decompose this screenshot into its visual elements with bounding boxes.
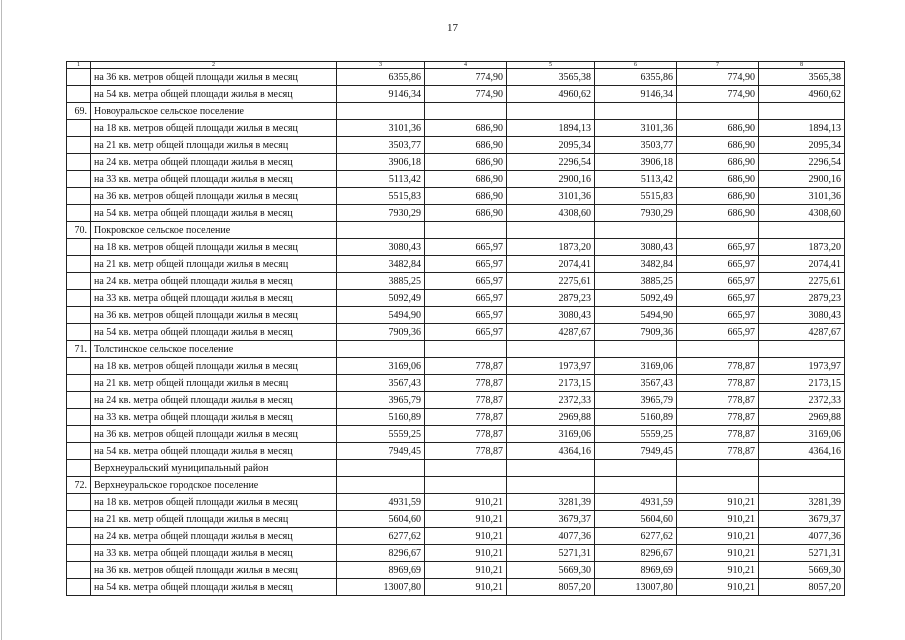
row-number [67, 188, 91, 205]
value-cell: 1873,20 [507, 239, 595, 256]
row-label: на 54 кв. метра общей площади жилья в месяц [91, 579, 337, 596]
row-label: на 36 кв. метров общей площади жилья в месяц [91, 307, 337, 324]
value-cell: 13007,80 [595, 579, 677, 596]
table-row [67, 171, 845, 188]
value-cell [507, 477, 595, 494]
column-number-row [67, 62, 845, 69]
value-cell: 3503,77 [595, 137, 677, 154]
value-cell: 910,21 [425, 545, 507, 562]
value-cell: 5515,83 [595, 188, 677, 205]
row-number [67, 171, 91, 188]
value-cell: 5160,89 [595, 409, 677, 426]
value-cell: 5113,42 [337, 171, 425, 188]
value-cell: 910,21 [677, 562, 759, 579]
value-cell: 3169,06 [337, 358, 425, 375]
value-cell: 910,21 [425, 528, 507, 545]
row-label: на 21 кв. метр общей площади жилья в месяц [91, 256, 337, 273]
column-number: 8 [759, 62, 845, 69]
table-row [67, 256, 845, 273]
column-number: 2 [91, 62, 337, 69]
table-row [67, 103, 845, 120]
row-number [67, 562, 91, 579]
value-cell: 5494,90 [337, 307, 425, 324]
value-cell: 2879,23 [507, 290, 595, 307]
value-cell: 2095,34 [507, 137, 595, 154]
value-cell [595, 460, 677, 477]
value-cell: 665,97 [677, 324, 759, 341]
row-label: на 33 кв. метра общей площади жилья в месяц [91, 171, 337, 188]
table-row [67, 477, 845, 494]
value-cell [595, 341, 677, 358]
value-cell: 774,90 [677, 69, 759, 86]
value-cell: 910,21 [425, 494, 507, 511]
value-cell: 6355,86 [337, 69, 425, 86]
value-cell: 774,90 [677, 86, 759, 103]
value-cell: 3885,25 [337, 273, 425, 290]
value-cell: 7909,36 [595, 324, 677, 341]
value-cell: 910,21 [677, 579, 759, 596]
row-number: 69. [67, 103, 91, 120]
value-cell: 6277,62 [595, 528, 677, 545]
value-cell: 13007,80 [337, 579, 425, 596]
value-cell: 778,87 [677, 375, 759, 392]
value-cell: 778,87 [425, 392, 507, 409]
value-cell [677, 477, 759, 494]
value-cell: 4287,67 [759, 324, 845, 341]
value-cell: 665,97 [677, 256, 759, 273]
value-cell: 3080,43 [595, 239, 677, 256]
value-cell: 910,21 [677, 494, 759, 511]
column-number: 1 [67, 62, 91, 69]
row-number: 70. [67, 222, 91, 239]
value-cell: 5559,25 [595, 426, 677, 443]
value-cell [677, 341, 759, 358]
value-cell: 778,87 [677, 443, 759, 460]
value-cell: 910,21 [425, 562, 507, 579]
value-cell: 5092,49 [595, 290, 677, 307]
value-cell: 8969,69 [337, 562, 425, 579]
value-cell: 3101,36 [507, 188, 595, 205]
value-cell: 5515,83 [337, 188, 425, 205]
column-number: 3 [337, 62, 425, 69]
table-row [67, 528, 845, 545]
value-cell: 3169,06 [595, 358, 677, 375]
value-cell: 778,87 [677, 392, 759, 409]
row-number [67, 290, 91, 307]
value-cell: 8296,67 [595, 545, 677, 562]
value-cell: 3169,06 [507, 426, 595, 443]
value-cell: 4960,62 [759, 86, 845, 103]
value-cell: 5271,31 [759, 545, 845, 562]
table-row [67, 579, 845, 596]
row-number: 72. [67, 477, 91, 494]
value-cell: 8057,20 [759, 579, 845, 596]
value-cell: 2969,88 [507, 409, 595, 426]
value-cell: 686,90 [425, 154, 507, 171]
value-cell: 3101,36 [759, 188, 845, 205]
value-cell: 5559,25 [337, 426, 425, 443]
row-number [67, 392, 91, 409]
value-cell: 3080,43 [337, 239, 425, 256]
value-cell: 3080,43 [759, 307, 845, 324]
row-number [67, 137, 91, 154]
value-cell: 4077,36 [759, 528, 845, 545]
table-row [67, 341, 845, 358]
value-cell: 1894,13 [759, 120, 845, 137]
value-cell [677, 460, 759, 477]
row-label: на 24 кв. метра общей площади жилья в месяц [91, 392, 337, 409]
value-cell: 4287,67 [507, 324, 595, 341]
row-number [67, 154, 91, 171]
row-number [67, 426, 91, 443]
value-cell: 1973,97 [507, 358, 595, 375]
value-cell: 7909,36 [337, 324, 425, 341]
value-cell: 5160,89 [337, 409, 425, 426]
row-number [67, 273, 91, 290]
row-number [67, 69, 91, 86]
value-cell: 778,87 [425, 409, 507, 426]
value-cell: 686,90 [425, 188, 507, 205]
row-number [67, 494, 91, 511]
value-cell [337, 341, 425, 358]
value-cell: 778,87 [425, 426, 507, 443]
row-number [67, 358, 91, 375]
value-cell: 4931,59 [595, 494, 677, 511]
value-cell: 9146,34 [595, 86, 677, 103]
value-cell: 686,90 [677, 120, 759, 137]
row-number [67, 256, 91, 273]
value-cell: 910,21 [425, 579, 507, 596]
value-cell [425, 222, 507, 239]
row-label: на 21 кв. метр общей площади жилья в месяц [91, 511, 337, 528]
row-label: Покровское сельское поселение [91, 222, 337, 239]
value-cell: 778,87 [677, 409, 759, 426]
value-cell: 3101,36 [337, 120, 425, 137]
value-cell: 5669,30 [759, 562, 845, 579]
value-cell: 1973,97 [759, 358, 845, 375]
value-cell: 2095,34 [759, 137, 845, 154]
value-cell [677, 222, 759, 239]
value-cell: 4931,59 [337, 494, 425, 511]
table-row [67, 375, 845, 392]
row-number [67, 86, 91, 103]
table-body [67, 62, 845, 596]
value-cell [425, 477, 507, 494]
table-row [67, 239, 845, 256]
value-cell: 4308,60 [507, 205, 595, 222]
value-cell [425, 341, 507, 358]
table-row [67, 443, 845, 460]
table-row [67, 562, 845, 579]
value-cell: 7930,29 [337, 205, 425, 222]
row-label: на 18 кв. метров общей площади жилья в месяц [91, 494, 337, 511]
value-cell: 6277,62 [337, 528, 425, 545]
row-number [67, 511, 91, 528]
row-label: на 33 кв. метра общей площади жилья в месяц [91, 545, 337, 562]
value-cell: 686,90 [425, 120, 507, 137]
value-cell: 4077,36 [507, 528, 595, 545]
row-number [67, 528, 91, 545]
value-cell: 2969,88 [759, 409, 845, 426]
value-cell [337, 460, 425, 477]
value-cell [337, 222, 425, 239]
value-cell: 3565,38 [507, 69, 595, 86]
row-number: 71. [67, 341, 91, 358]
value-cell: 5604,60 [337, 511, 425, 528]
value-cell: 910,21 [677, 511, 759, 528]
value-cell: 5092,49 [337, 290, 425, 307]
table-row [67, 222, 845, 239]
value-cell [425, 103, 507, 120]
row-label: на 36 кв. метров общей площади жилья в месяц [91, 426, 337, 443]
value-cell: 2879,23 [759, 290, 845, 307]
row-label: на 24 кв. метра общей площади жилья в месяц [91, 273, 337, 290]
row-label: на 24 кв. метра общей площади жилья в месяц [91, 528, 337, 545]
row-label: на 36 кв. метров общей площади жилья в месяц [91, 188, 337, 205]
value-cell: 8969,69 [595, 562, 677, 579]
value-cell: 3281,39 [759, 494, 845, 511]
value-cell: 3482,84 [337, 256, 425, 273]
value-cell: 778,87 [677, 358, 759, 375]
value-cell [507, 103, 595, 120]
value-cell: 3906,18 [337, 154, 425, 171]
table-row [67, 69, 845, 86]
value-cell [507, 460, 595, 477]
value-cell: 2296,54 [759, 154, 845, 171]
value-cell: 2074,41 [759, 256, 845, 273]
value-cell: 686,90 [677, 171, 759, 188]
value-cell [759, 103, 845, 120]
value-cell: 665,97 [677, 307, 759, 324]
value-cell: 910,21 [425, 511, 507, 528]
value-cell: 5604,60 [595, 511, 677, 528]
value-cell: 665,97 [425, 256, 507, 273]
row-label: Верхнеуральский муниципальный район [91, 460, 337, 477]
value-cell: 686,90 [425, 205, 507, 222]
row-label: Новоуральское сельское поселение [91, 103, 337, 120]
value-cell: 3567,43 [337, 375, 425, 392]
page-number: 17 [447, 22, 458, 34]
value-cell: 3080,43 [507, 307, 595, 324]
value-cell: 3965,79 [595, 392, 677, 409]
value-cell: 3169,06 [759, 426, 845, 443]
value-cell [337, 103, 425, 120]
table-row [67, 511, 845, 528]
value-cell: 774,90 [425, 69, 507, 86]
value-cell: 8296,67 [337, 545, 425, 562]
row-label: на 36 кв. метров общей площади жилья в месяц [91, 69, 337, 86]
row-label: на 54 кв. метра общей площади жилья в месяц [91, 443, 337, 460]
value-cell: 665,97 [677, 290, 759, 307]
row-label: на 21 кв. метр общей площади жилья в месяц [91, 137, 337, 154]
table-row [67, 494, 845, 511]
value-cell: 2173,15 [507, 375, 595, 392]
table-row [67, 307, 845, 324]
value-cell [677, 103, 759, 120]
value-cell: 2296,54 [507, 154, 595, 171]
value-cell: 3965,79 [337, 392, 425, 409]
value-cell: 7949,45 [337, 443, 425, 460]
value-cell: 778,87 [425, 358, 507, 375]
value-cell: 665,97 [425, 290, 507, 307]
table-row [67, 545, 845, 562]
value-cell: 3565,38 [759, 69, 845, 86]
row-number [67, 324, 91, 341]
row-number [67, 307, 91, 324]
row-label: на 18 кв. метров общей площади жилья в месяц [91, 358, 337, 375]
value-cell: 4308,60 [759, 205, 845, 222]
value-cell: 3567,43 [595, 375, 677, 392]
value-cell [759, 341, 845, 358]
value-cell: 3679,37 [759, 511, 845, 528]
value-cell: 778,87 [677, 426, 759, 443]
row-number [67, 375, 91, 392]
value-cell: 4960,62 [507, 86, 595, 103]
value-cell: 2900,16 [759, 171, 845, 188]
value-cell [759, 477, 845, 494]
value-cell: 5271,31 [507, 545, 595, 562]
table-row [67, 290, 845, 307]
value-cell: 2372,33 [507, 392, 595, 409]
value-cell: 665,97 [425, 273, 507, 290]
value-cell: 774,90 [425, 86, 507, 103]
value-cell: 8057,20 [507, 579, 595, 596]
table-row [67, 358, 845, 375]
value-cell: 3679,37 [507, 511, 595, 528]
table-row [67, 205, 845, 222]
row-number [67, 460, 91, 477]
value-cell: 3101,36 [595, 120, 677, 137]
value-cell: 686,90 [677, 154, 759, 171]
value-cell: 5494,90 [595, 307, 677, 324]
value-cell: 3906,18 [595, 154, 677, 171]
page-left-edge [1, 0, 2, 640]
value-cell: 3503,77 [337, 137, 425, 154]
row-number [67, 120, 91, 137]
row-label: на 54 кв. метра общей площади жилья в месяц [91, 324, 337, 341]
value-cell: 2900,16 [507, 171, 595, 188]
value-cell: 7930,29 [595, 205, 677, 222]
value-cell: 686,90 [425, 137, 507, 154]
value-cell: 9146,34 [337, 86, 425, 103]
row-label: на 18 кв. метров общей площади жилья в месяц [91, 120, 337, 137]
row-number [67, 239, 91, 256]
value-cell: 2275,61 [507, 273, 595, 290]
row-label: на 21 кв. метр общей площади жилья в месяц [91, 375, 337, 392]
row-label: на 33 кв. метра общей площади жилья в месяц [91, 290, 337, 307]
table-row [67, 460, 845, 477]
value-cell: 4364,16 [759, 443, 845, 460]
value-cell: 778,87 [425, 443, 507, 460]
value-cell: 2275,61 [759, 273, 845, 290]
value-cell: 665,97 [425, 239, 507, 256]
row-label: на 18 кв. метров общей площади жилья в месяц [91, 239, 337, 256]
table-row [67, 409, 845, 426]
value-cell: 686,90 [425, 171, 507, 188]
value-cell: 7949,45 [595, 443, 677, 460]
value-cell [425, 460, 507, 477]
table-row [67, 324, 845, 341]
row-number [67, 443, 91, 460]
value-cell [337, 477, 425, 494]
value-cell: 910,21 [677, 545, 759, 562]
table-row [67, 120, 845, 137]
row-label: на 24 кв. метра общей площади жилья в месяц [91, 154, 337, 171]
table-row [67, 137, 845, 154]
value-cell: 1873,20 [759, 239, 845, 256]
value-cell: 686,90 [677, 188, 759, 205]
value-cell [595, 477, 677, 494]
value-cell: 686,90 [677, 137, 759, 154]
value-cell [507, 222, 595, 239]
column-number: 4 [425, 62, 507, 69]
row-number [67, 205, 91, 222]
value-cell: 2074,41 [507, 256, 595, 273]
value-cell: 5669,30 [507, 562, 595, 579]
value-cell: 910,21 [677, 528, 759, 545]
value-cell: 3281,39 [507, 494, 595, 511]
value-cell: 3482,84 [595, 256, 677, 273]
tariff-table [66, 61, 845, 596]
row-label: на 54 кв. метра общей площади жилья в месяц [91, 86, 337, 103]
row-label: на 36 кв. метров общей площади жилья в месяц [91, 562, 337, 579]
value-cell [507, 341, 595, 358]
row-number [67, 579, 91, 596]
row-label: Верхнеуральское городское поселение [91, 477, 337, 494]
table-row [67, 426, 845, 443]
value-cell: 2173,15 [759, 375, 845, 392]
row-label: на 33 кв. метра общей площади жилья в месяц [91, 409, 337, 426]
row-number [67, 409, 91, 426]
value-cell: 665,97 [425, 324, 507, 341]
value-cell [759, 222, 845, 239]
table-row [67, 273, 845, 290]
row-label: Толстинское сельское поселение [91, 341, 337, 358]
value-cell: 778,87 [425, 375, 507, 392]
table-row [67, 392, 845, 409]
column-number: 6 [595, 62, 677, 69]
value-cell: 1894,13 [507, 120, 595, 137]
value-cell: 2372,33 [759, 392, 845, 409]
value-cell: 3885,25 [595, 273, 677, 290]
value-cell: 665,97 [677, 273, 759, 290]
value-cell [595, 103, 677, 120]
value-cell [759, 460, 845, 477]
row-number [67, 545, 91, 562]
value-cell: 5113,42 [595, 171, 677, 188]
value-cell: 665,97 [425, 307, 507, 324]
value-cell: 686,90 [677, 205, 759, 222]
column-number: 7 [677, 62, 759, 69]
value-cell [595, 222, 677, 239]
value-cell: 665,97 [677, 239, 759, 256]
value-cell: 6355,86 [595, 69, 677, 86]
table-row [67, 188, 845, 205]
column-number: 5 [507, 62, 595, 69]
table-row [67, 154, 845, 171]
table-row [67, 86, 845, 103]
value-cell: 4364,16 [507, 443, 595, 460]
row-label: на 54 кв. метра общей площади жилья в месяц [91, 205, 337, 222]
